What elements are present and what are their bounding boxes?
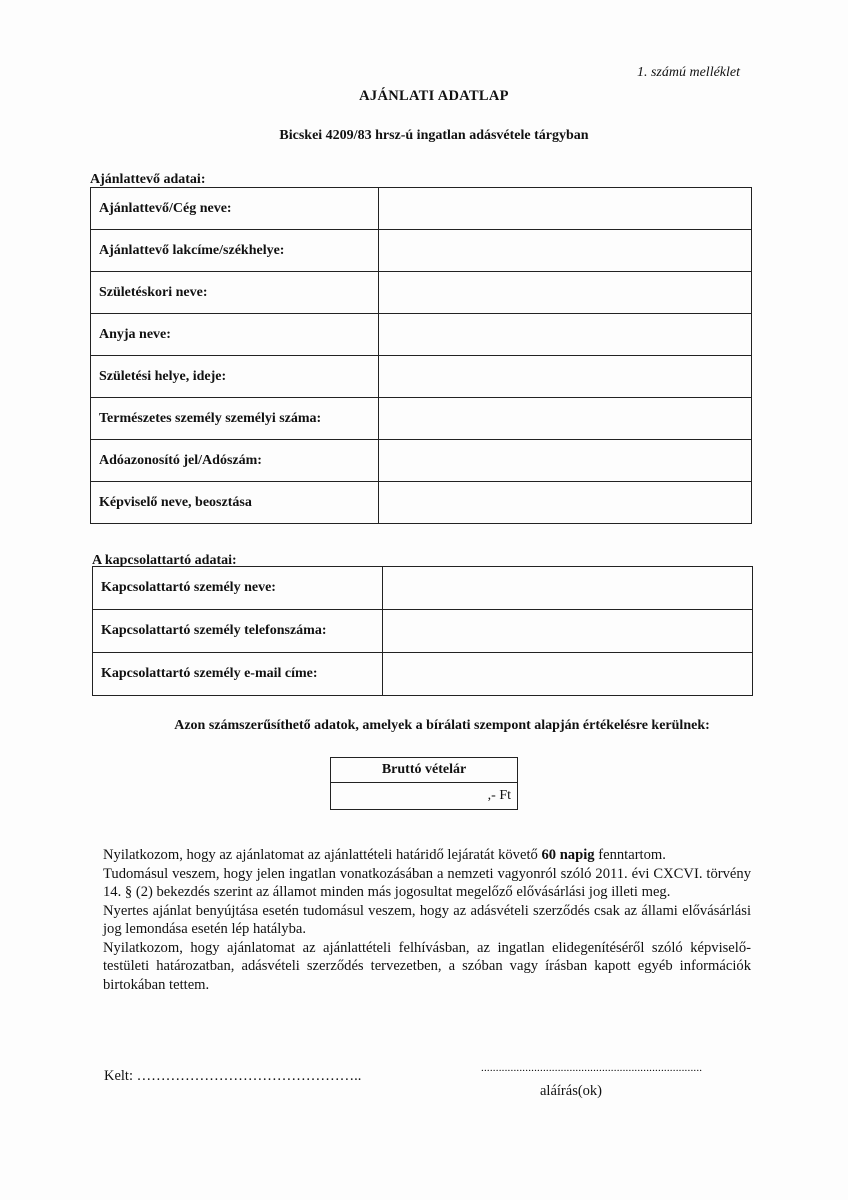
contact-data-table [92, 566, 753, 696]
row-label: Képviselő neve, beosztása [91, 482, 379, 524]
row-label: Adóazonosító jel/Adószám: [91, 440, 379, 482]
form-subtitle: Bicskei 4209/83 hrsz-ú ingatlan adásvétele tárgyban [279, 128, 589, 143]
table-row [91, 230, 752, 272]
row-label: Születéskori neve: [91, 272, 379, 314]
signature-line[interactable]: ........................................................................... [481, 1062, 703, 1074]
row-label: Ajánlattevő/Cég neve: [91, 188, 379, 230]
contact-name-field[interactable] [383, 567, 753, 610]
table-row [91, 314, 752, 356]
row-label: Születési helye, ideje: [91, 356, 379, 398]
declaration-validity: Nyilatkozom, hogy az ajánlatomat az ajánlattételi határidő lejáratát követő 60 napig fenntartom. [103, 847, 666, 863]
applicant-section-heading: Ajánlattevő adatai: [90, 172, 206, 187]
table-row [93, 567, 753, 610]
declaration-information: Nyilatkozom, hogy ajánlatomat az ajánlattételi felhívásban, az ingatlan elidegenítéséről szóló képviselő-testületi határozatban, adásvételi szerződés tervezetben, a szóban vagy írásban kapott egyéb információk birtokában tettem. [103, 939, 751, 993]
row-label: Természetes személy személyi száma: [91, 398, 379, 440]
applicant-data-table [90, 187, 752, 524]
address-field[interactable] [379, 230, 752, 272]
table-row [91, 440, 752, 482]
row-label: Kapcsolattartó személy e-mail címe: [93, 653, 383, 696]
birth-name-field[interactable] [379, 272, 752, 314]
row-label: Kapcsolattartó személy neve: [93, 567, 383, 610]
mother-name-field[interactable] [379, 314, 752, 356]
birth-place-date-field[interactable] [379, 356, 752, 398]
representative-field[interactable] [379, 482, 752, 524]
signature-label: aláírás(ok) [540, 1083, 602, 1099]
declaration-contract-effect: Nyertes ajánlat benyújtása esetén tudomásul veszem, hogy az adásvételi szerződés csak az állami elővásárlási jog lemondása esetén lép hatályba. [103, 902, 751, 937]
declarations [103, 846, 751, 994]
annex-label: 1. számú melléklet [636, 65, 740, 80]
table-row [93, 610, 753, 653]
gross-price-field[interactable] [331, 783, 518, 810]
evaluation-heading: Azon számszerűsíthető adatok, amelyek a bírálati szempont alapján értékelésre kerülnek: [174, 718, 710, 733]
table-row [91, 272, 752, 314]
date-line[interactable]: Kelt: ……………………………………….. [104, 1068, 362, 1084]
table-row [93, 653, 753, 696]
currency-suffix: ,- Ft [487, 788, 511, 803]
row-label: Ajánlattevő lakcíme/székhelye: [91, 230, 379, 272]
row-label: Kapcsolattartó személy telefonszáma: [93, 610, 383, 653]
row-label: Anyja neve: [91, 314, 379, 356]
price-table [330, 757, 518, 810]
table-row [91, 188, 752, 230]
validity-days: 60 napig [541, 847, 595, 863]
contact-phone-field[interactable] [383, 610, 753, 653]
table-row [91, 482, 752, 524]
table-row [91, 356, 752, 398]
contact-section-heading: A kapcsolattartó adatai: [92, 553, 237, 568]
personal-number-field[interactable] [379, 398, 752, 440]
company-name-field[interactable] [379, 188, 752, 230]
price-header: Bruttó vételár [331, 758, 518, 783]
declaration-preemption: Tudomásul veszem, hogy jelen ingatlan vonatkozásában a nemzeti vagyonról szóló 2011. évi CXCVI. törvény 14. § (2) bekezdés szerint az államot minden más jogosultat megelőző elővásárlási jog illeti meg. [103, 865, 751, 900]
contact-email-field[interactable] [383, 653, 753, 696]
form-title: AJÁNLATI ADATLAP [359, 88, 509, 104]
table-row [91, 398, 752, 440]
tax-id-field[interactable] [379, 440, 752, 482]
